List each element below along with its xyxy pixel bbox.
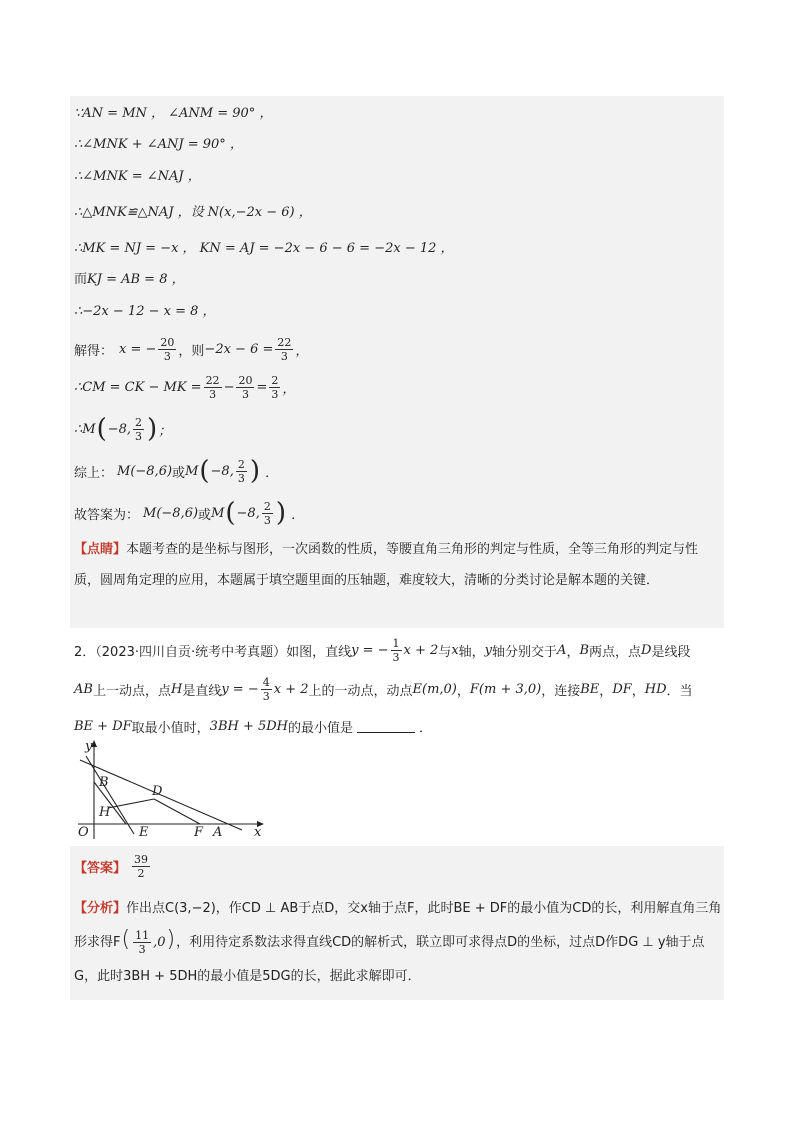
text: 是直线 xyxy=(182,683,222,699)
expr-be-df: BE + DF xyxy=(74,718,132,734)
segment-hd: HD xyxy=(644,681,667,697)
expr-minus2x-6: −2x − 6 = xyxy=(204,341,274,357)
label-o: O xyxy=(78,825,89,840)
label-h: H xyxy=(99,805,111,820)
label-e: E xyxy=(139,825,149,840)
fraction-2-3 xyxy=(236,458,247,485)
point-d: D xyxy=(641,642,652,658)
fraction-22-3 xyxy=(275,336,293,363)
congruence-text: ∴△MNK≌△NAJ ，设 xyxy=(74,204,204,220)
fraction-2-3 xyxy=(262,500,273,527)
right-paren: ) xyxy=(249,456,260,486)
line-through-b xyxy=(86,756,134,834)
x-equals: x = − xyxy=(119,341,157,357)
answer-point-1: M(−8,6) xyxy=(117,463,173,479)
fraction-11-3 xyxy=(133,929,151,956)
segment-be: BE xyxy=(580,681,600,697)
text: 的最小值是 xyxy=(288,720,354,736)
point-b: B xyxy=(579,642,590,658)
minus-sign: − xyxy=(223,379,235,395)
frac-num: 1 xyxy=(392,636,400,650)
solution-line-6 xyxy=(74,263,185,291)
segment-ab: AB xyxy=(74,681,93,697)
frac-den: 3 xyxy=(280,349,288,363)
line-eq-part: y = − xyxy=(351,642,389,658)
therefore-m: ∴M xyxy=(74,421,96,437)
frac-den: 2 xyxy=(137,866,145,880)
label-a: A xyxy=(213,825,223,840)
point-f: F(m + 3,0) xyxy=(469,681,542,697)
solution-line-4 xyxy=(74,196,312,224)
expr-3bh-5dh: 3BH + 5DH xyxy=(209,718,289,734)
text-jiede: 解得： xyxy=(74,343,114,359)
point-n-expression: N(x,−2x − 6) ， xyxy=(207,204,312,220)
question-header: 2．（2023·四川自贡·统考中考真题）如图，直线 xyxy=(74,644,352,660)
equals-sign: = xyxy=(256,379,268,395)
period: ． xyxy=(419,720,433,736)
point-a: A xyxy=(557,642,567,658)
line-eq-tail: x + 2 xyxy=(403,642,439,658)
frac-den: 3 xyxy=(271,387,279,401)
m-letter: M xyxy=(185,463,199,479)
solution-line-2: ∴∠MNK + ∠ANJ = 90° ， xyxy=(74,136,243,152)
frac-num: 4 xyxy=(262,675,270,689)
frac-num: 39 xyxy=(134,852,149,866)
label-d: D xyxy=(152,784,163,799)
comma: ， xyxy=(566,644,580,660)
answer-fraction xyxy=(132,853,150,880)
fraction-20-3 xyxy=(158,336,176,363)
text: 取最小值时， xyxy=(131,720,210,736)
period: ． xyxy=(264,465,278,481)
frac-den: 3 xyxy=(163,349,171,363)
comma: ， xyxy=(631,683,645,699)
coord-x: −8, xyxy=(107,421,132,437)
answer-label: 【答案】 xyxy=(74,860,127,876)
question-line-1 xyxy=(74,633,690,667)
text-huo: 或 xyxy=(172,465,186,481)
left-paren: ( xyxy=(199,456,210,486)
kj-equation: KJ = AB = 8 ， xyxy=(87,271,185,287)
var-y: y xyxy=(484,642,493,658)
frac-den: 3 xyxy=(138,943,146,956)
analysis-text-1: 作出点C(3,−2)，作CD ⊥ AB于点D，交x轴于点F，此时BE + DF的最小值为CD的长，利用解直角三角形求得F xyxy=(74,901,722,950)
point-e: E(m,0) xyxy=(412,681,457,697)
right-paren: ) xyxy=(275,498,286,528)
text-xianduan: 是线段 xyxy=(651,644,691,660)
line-eq-tail: x + 2 xyxy=(273,681,309,697)
solution-line-11 xyxy=(74,454,278,488)
text: 上一动点，点 xyxy=(92,683,171,699)
fraction-4-3 xyxy=(261,676,272,703)
cm-expression: ∴CM = CK − MK = xyxy=(74,379,202,395)
frac-den: 3 xyxy=(392,650,400,664)
label-b: B xyxy=(99,775,109,790)
coord-x: −8, xyxy=(236,505,260,521)
geometry-diagram xyxy=(72,734,268,842)
solution-line-5: ∴MK = NJ = −x ， KN = AJ = −2x − 6 − 6 = −2x − 12 ， xyxy=(74,240,454,256)
fraction-20-3 xyxy=(236,374,254,401)
solution-line-9 xyxy=(74,370,295,404)
left-paren: ( xyxy=(121,927,131,952)
text: 上的一动点，动点 xyxy=(308,683,413,699)
left-paren: ( xyxy=(96,414,107,444)
text: ．当 xyxy=(666,683,693,699)
right-paren: ) xyxy=(166,927,176,952)
text-intersect: 轴分别交于 xyxy=(492,644,558,660)
point-h: H xyxy=(170,681,183,697)
text-liangdian: 两点，点 xyxy=(589,644,642,660)
coord-x: −8, xyxy=(210,463,234,479)
segment-df: DF xyxy=(612,681,632,697)
text-yu: 与 xyxy=(438,644,452,660)
frac-num: 2 xyxy=(237,457,245,471)
frac-num: 22 xyxy=(205,373,220,387)
coord-tail: ,0 xyxy=(153,935,166,950)
solution-line-10 xyxy=(74,412,171,446)
comma: ， xyxy=(456,683,470,699)
text: ，连接 xyxy=(541,683,581,699)
label-f: F xyxy=(194,825,204,840)
label-x: x xyxy=(254,825,262,840)
frac-num: 20 xyxy=(160,335,175,349)
frac-den: 3 xyxy=(262,689,270,703)
frac-den: 3 xyxy=(263,513,271,527)
fraction-1-3 xyxy=(391,637,402,664)
dianjing-label: 【点睛】 xyxy=(74,542,127,557)
period: ． xyxy=(290,507,304,523)
frac-den: 3 xyxy=(241,387,249,401)
solution-line-12 xyxy=(74,496,304,530)
frac-num: 2 xyxy=(271,373,279,387)
comma: ， xyxy=(295,343,309,359)
dianjing-paragraph xyxy=(74,534,722,596)
frac-num: 2 xyxy=(135,415,143,429)
line-eq-part: y = − xyxy=(221,681,259,697)
frac-num: 11 xyxy=(135,929,150,942)
frac-num: 20 xyxy=(238,373,253,387)
semicolon: ； xyxy=(158,423,172,439)
comma: ， xyxy=(599,683,613,699)
solution-line-1: ∵AN = MN ， ∠ANM = 90° ， xyxy=(74,105,273,121)
var-x: x xyxy=(451,642,459,658)
label-y: y xyxy=(85,739,93,754)
frac-den: 3 xyxy=(237,471,245,485)
question-line-2 xyxy=(74,672,693,706)
analysis-text-2: ，利用待定系数法求得直线CD的解析式，联立即可求得点D的坐标，过点D作DG ⊥ y轴于点G，此时3BH + 5DH的最小值是5DG的长，据此求解即可． xyxy=(74,935,705,984)
answer-blank xyxy=(357,720,415,733)
text-ze: ，则 xyxy=(178,343,205,359)
comma: ， xyxy=(282,381,296,397)
m-letter: M xyxy=(211,505,225,521)
right-paren: ) xyxy=(147,414,158,444)
answer-line xyxy=(74,848,152,884)
text-huo: 或 xyxy=(198,507,212,523)
text-final-answer: 故答案为： xyxy=(74,507,140,523)
solution-line-3: ∴∠MNK = ∠NAJ ， xyxy=(74,168,201,184)
frac-den: 3 xyxy=(135,429,143,443)
analysis-label: 【分析】 xyxy=(74,901,127,916)
solution-line-7: ∴−2x − 12 − x = 8 ， xyxy=(74,303,216,319)
frac-den: 3 xyxy=(209,387,217,401)
fraction-22-3 xyxy=(204,374,222,401)
segment-df-line xyxy=(154,799,200,824)
frac-num: 22 xyxy=(277,335,292,349)
dianjing-text: 本题考查的是坐标与图形，一次函数的性质，等腰直角三角形的判定与性质，全等三角形的判定与性质，圆周角定理的应用，本题属于填空题里面的压轴题，难度较大，清晰的分类讨论是解本题的关键． xyxy=(74,542,699,588)
analysis-paragraph xyxy=(74,892,722,994)
text-zhou: 轴， xyxy=(458,644,485,660)
fraction-2-3 xyxy=(269,374,280,401)
text-er: 而 xyxy=(74,271,88,287)
text-zongshang: 综上： xyxy=(74,465,114,481)
frac-num: 2 xyxy=(263,499,271,513)
solution-line-8 xyxy=(74,332,308,366)
answer-point-1: M(−8,6) xyxy=(143,505,199,521)
fraction-2-3 xyxy=(133,416,144,443)
left-paren: ( xyxy=(225,498,236,528)
